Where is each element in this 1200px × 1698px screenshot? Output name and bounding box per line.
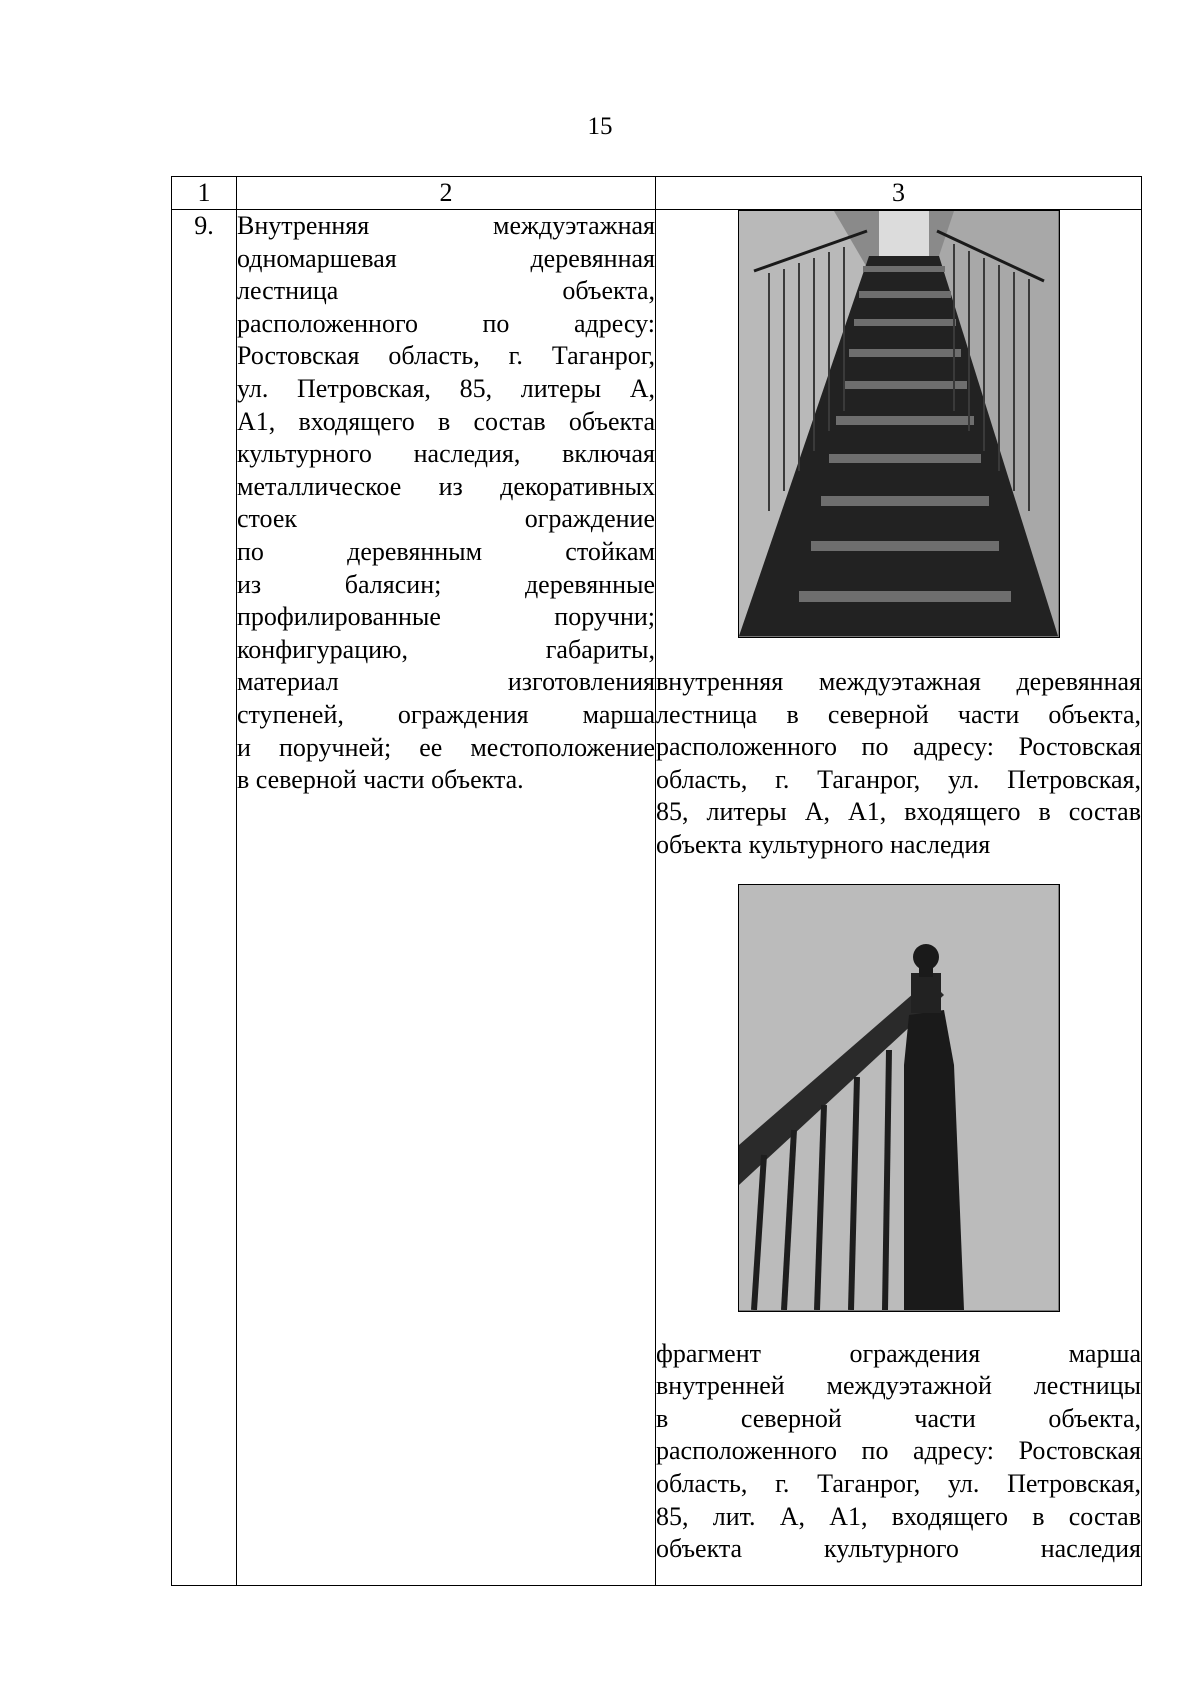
description-line: металлическое из декоративных — [237, 471, 655, 501]
caption-line: расположенного по адресу: Ростовская — [656, 732, 1141, 762]
caption-line: 85, лит. А, А1, входящего в состав — [656, 1501, 1141, 1531]
description-line: из балясин; деревянные — [237, 569, 655, 599]
header-col-3: 3 — [656, 177, 1142, 210]
table-header-row — [172, 177, 1142, 210]
page-number: 15 — [587, 113, 613, 140]
photo-caption-1 — [656, 666, 1141, 862]
caption-line: расположенного по адресу: Ростовская — [656, 1436, 1141, 1466]
description-line: культурного наследия, включая — [237, 439, 655, 469]
photo-caption-2 — [656, 1338, 1141, 1566]
caption-line: 85, литеры А, А1, входящего в состав — [656, 797, 1141, 827]
caption-line: область, г. Таганрог, ул. Петровская, — [656, 1468, 1141, 1498]
description-line: в северной части объекта. — [237, 765, 524, 795]
description-line: ул. Петровская, 85, литеры А, — [237, 373, 655, 403]
table-row — [172, 210, 1142, 1586]
description-line: одномаршевая деревянная — [237, 243, 655, 273]
description-line: А1, входящего в состав объекта — [237, 406, 655, 436]
description-line: Ростовская область, г. Таганрог, — [237, 341, 655, 371]
description-line: по деревянным стойкам — [237, 536, 655, 566]
caption-line: в северной части объекта, — [656, 1403, 1141, 1433]
header-col-2: 2 — [237, 177, 656, 210]
header-col-1: 1 — [172, 177, 237, 210]
description-line: расположенного по адресу: — [237, 308, 655, 338]
row-number: 9. — [172, 210, 237, 1586]
caption-line: фрагмент ограждения марша — [656, 1338, 1141, 1368]
description-line: Внутренняя междуэтажная — [237, 211, 655, 240]
object-description — [237, 210, 656, 1586]
caption-line: объекта культурного наследия — [656, 829, 991, 859]
caption-line: объекта культурного наследия — [656, 1534, 1141, 1564]
description-line: конфигурацию, габариты, — [237, 634, 655, 664]
caption-line: внутренняя междуэтажная деревянная — [656, 667, 1141, 696]
description-line: материал изготовления — [237, 667, 655, 697]
description-line: лестница объекта, — [237, 276, 655, 306]
railing-photo — [738, 884, 1060, 1312]
caption-line: область, г. Таганрог, ул. Петровская, — [656, 764, 1141, 794]
description-line: и поручней; ее местоположение — [237, 732, 655, 762]
description-line: стоек ограждение — [237, 504, 655, 534]
photo-column — [656, 210, 1142, 1586]
caption-line: внутренней междуэтажной лестницы — [656, 1371, 1141, 1401]
staircase-photo — [738, 210, 1060, 638]
heritage-table — [171, 176, 1142, 1586]
description-line: ступеней, ограждения марша — [237, 699, 655, 729]
caption-line: лестница в северной части объекта, — [656, 699, 1141, 729]
description-line: профилированные поручни; — [237, 602, 655, 632]
